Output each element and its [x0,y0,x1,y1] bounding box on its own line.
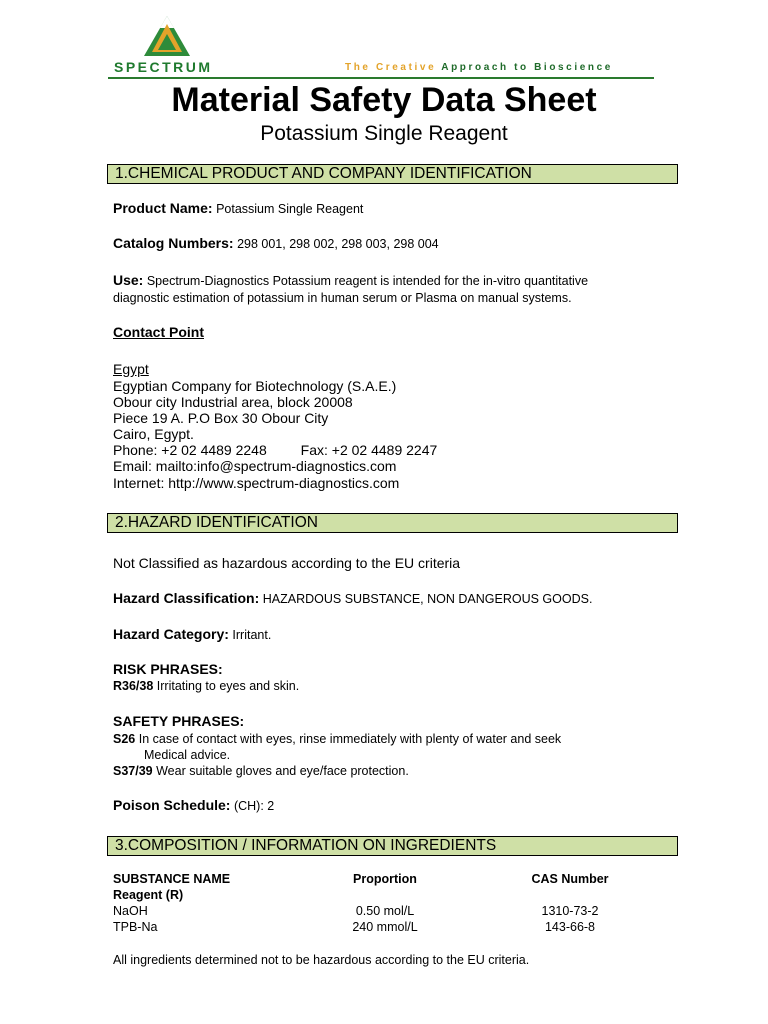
s26-continuation: Medical advice. [144,748,231,762]
catalog-row [113,235,439,252]
col-substance-header: SUBSTANCE NAME [113,872,231,886]
s37-code: S37/39 [113,764,153,778]
use-text-1: Spectrum-Diagnostics Potassium reagent is intended for the in-vitro quantitative [146,274,589,288]
hazard-cat-value: Irritant. [232,628,272,642]
use-line-2: diagnostic estimation of potassium in human serum or Plasma on manual systems. [113,291,572,305]
safety-phrases-heading: SAFETY PHRASES: [113,713,245,729]
contact-heading: Contact Point [113,324,204,340]
page-subtitle: Potassium Single Reagent [260,122,508,145]
table-row-cas: 143-66-8 [544,920,596,934]
poison-row [113,797,274,814]
table-row-cas: 1310-73-2 [541,904,599,918]
section-3-heading: 3.COMPOSITION / INFORMATION ON INGREDIENTS [107,836,678,856]
risk-text: Irritating to eyes and skin. [156,679,300,693]
hazard-class-value: HAZARDOUS SUBSTANCE, NON DANGEROUS GOODS. [262,592,593,606]
table-row-proportion: 0.50 mol/L [355,904,415,918]
spectrum-logo-icon [138,14,196,60]
address-line-2: Obour city Industrial area, block 20008 [113,394,353,410]
phone-fax-row [113,442,437,458]
ingredients-note: All ingredients determined not to be hazardous according to the EU criteria. [113,953,530,967]
address-line-4: Cairo, Egypt. [113,426,194,442]
email-line: Email: mailto:info@spectrum-diagnostics.com [113,458,397,474]
address-line-3: Piece 19 A. P.O Box 30 Obour City [113,410,329,426]
hazard-class-label: Hazard Classification: [113,590,260,606]
s26-code: S26 [113,732,136,746]
table-row-proportion: 240 mmol/L [352,920,418,934]
brand-name: SPECTRUM [114,59,213,75]
not-classified-text: Not Classified as hazardous according to the EU criteria [113,555,461,571]
poison-value: (CH): 2 [233,799,275,813]
s26-row [113,731,561,747]
catalog-value: 298 001, 298 002, 298 003, 298 004 [237,237,439,251]
col-cas-header: CAS Number [531,872,609,886]
use-label: Use: [113,272,144,288]
phone-number: Phone: +2 02 4489 2248 [113,442,267,458]
col-proportion-header: Proportion [353,872,417,886]
risk-phrase-row [113,678,299,694]
hazard-cat-label: Hazard Category: [113,626,229,642]
tagline [345,62,613,73]
product-name-value: Potassium Single Reagent [216,202,364,216]
tagline-part-a: The Creative [345,62,437,73]
header-divider [108,77,654,79]
s26-text: In case of contact with eyes, rinse immediately with plenty of water and seek [138,732,562,746]
table-row-name: TPB-Na [113,920,158,934]
hazard-class-row [113,590,592,607]
catalog-label: Catalog Numbers: [113,235,234,251]
page-title: Material Safety Data Sheet [171,81,597,119]
section-2-heading: 2.HAZARD IDENTIFICATION [107,513,678,533]
reagent-group-label: Reagent (R) [113,888,184,902]
table-row-name: NaOH [113,904,148,918]
tagline-part-b: Approach to Bioscience [441,62,613,73]
risk-code: R36/38 [113,679,154,693]
fax-number: Fax: +2 02 4489 2247 [300,442,438,458]
use-line-1 [113,272,588,289]
risk-phrases-heading: RISK PHRASES: [113,661,223,677]
product-name-row [113,200,363,217]
contact-country: Egypt [113,361,149,377]
section-1-heading: 1.CHEMICAL PRODUCT AND COMPANY IDENTIFICATION [107,164,678,184]
product-name-label: Product Name: [113,200,213,216]
address-line-1: Egyptian Company for Biotechnology (S.A.E.) [113,378,397,394]
hazard-cat-row [113,626,271,643]
s37-row [113,763,409,779]
s37-text: Wear suitable gloves and eye/face protection. [156,764,409,778]
poison-label: Poison Schedule: [113,797,231,813]
internet-line: Internet: http://www.spectrum-diagnostics.com [113,475,400,491]
